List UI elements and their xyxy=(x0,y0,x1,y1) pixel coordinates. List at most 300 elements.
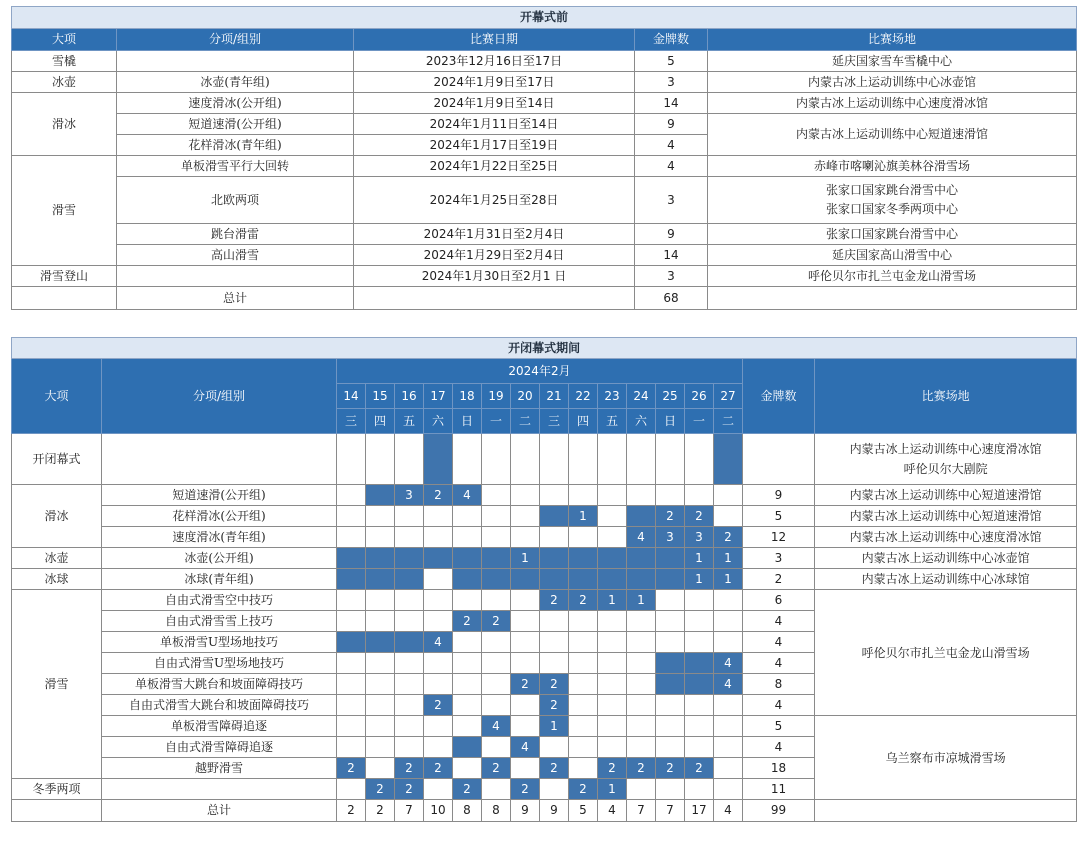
weekday-header: 一 xyxy=(482,409,511,434)
table-row xyxy=(12,548,1077,569)
schedule-cell xyxy=(569,758,598,779)
table-row xyxy=(12,177,1077,224)
total-cell: 8 xyxy=(453,800,482,822)
schedule-cell xyxy=(511,653,540,674)
venue-cell: 内蒙古冰上运动训练中心冰球馆 xyxy=(815,569,1077,590)
total-cell: 2 xyxy=(366,800,395,822)
schedule-cell xyxy=(482,674,511,695)
schedule-cell xyxy=(540,506,569,527)
weekday-header: 三 xyxy=(337,409,366,434)
schedule-cell xyxy=(366,716,395,737)
venue-cell: 延庆国家雪车雪橇中心 xyxy=(708,51,1077,72)
gold-cell: 5 xyxy=(743,716,815,737)
schedule-cell: 1 xyxy=(714,548,743,569)
schedule-cell: 2 xyxy=(656,506,685,527)
weekday-header: 二 xyxy=(714,409,743,434)
schedule-cell xyxy=(598,611,627,632)
venue-cell xyxy=(708,287,1077,310)
schedule-cell xyxy=(395,434,424,485)
schedule-cell: 2 xyxy=(511,674,540,695)
schedule-cell: 2 xyxy=(424,758,453,779)
schedule-cell xyxy=(424,716,453,737)
total-cell: 7 xyxy=(627,800,656,822)
schedule-cell: 2 xyxy=(598,758,627,779)
schedule-cell xyxy=(685,434,714,485)
schedule-cell xyxy=(453,434,482,485)
schedule-cell xyxy=(366,527,395,548)
schedule-cell xyxy=(656,434,685,485)
total-cell: 8 xyxy=(482,800,511,822)
schedule-cell xyxy=(366,632,395,653)
day-header: 17 xyxy=(424,384,453,409)
schedule-cell xyxy=(511,434,540,485)
schedule-cell: 2 xyxy=(424,695,453,716)
schedule-cell xyxy=(627,548,656,569)
schedule-cell: 4 xyxy=(714,674,743,695)
schedule-cell xyxy=(656,569,685,590)
schedule-cell xyxy=(540,737,569,758)
column-header: 金牌数 xyxy=(743,359,815,434)
schedule-cell xyxy=(482,632,511,653)
schedule-cell: 2 xyxy=(511,779,540,800)
schedule-cell xyxy=(627,485,656,506)
schedule-cell xyxy=(337,695,366,716)
schedule-cell xyxy=(337,716,366,737)
schedule-cell xyxy=(453,653,482,674)
schedule-cell xyxy=(395,548,424,569)
schedule-cell xyxy=(482,548,511,569)
schedule-cell xyxy=(656,716,685,737)
schedule-cell xyxy=(627,611,656,632)
schedule-cell: 1 xyxy=(511,548,540,569)
schedule-cell xyxy=(482,434,511,485)
schedule-cell xyxy=(482,779,511,800)
weekday-header: 二 xyxy=(511,409,540,434)
schedule-cell: 2 xyxy=(685,758,714,779)
total-gold: 99 xyxy=(743,800,815,822)
schedule-cell xyxy=(395,506,424,527)
schedule-cell xyxy=(569,527,598,548)
schedule-cell: 4 xyxy=(453,485,482,506)
weekday-header: 五 xyxy=(395,409,424,434)
schedule-cell xyxy=(482,527,511,548)
schedule-cell xyxy=(511,758,540,779)
gold-cell: 11 xyxy=(743,779,815,800)
sport-cell: 滑冰 xyxy=(12,93,117,156)
schedule-cell xyxy=(627,779,656,800)
schedule-cell xyxy=(453,569,482,590)
table-row xyxy=(12,287,1077,310)
schedule-cell xyxy=(540,611,569,632)
schedule-cell xyxy=(453,632,482,653)
schedule-cell xyxy=(337,779,366,800)
schedule-cell xyxy=(366,695,395,716)
schedule-cell: 4 xyxy=(627,527,656,548)
day-header: 24 xyxy=(627,384,656,409)
date-cell: 2024年1月22日至25日 xyxy=(354,156,635,177)
gold-cell: 68 xyxy=(635,287,708,310)
table-title-row xyxy=(12,338,1077,359)
day-header: 26 xyxy=(685,384,714,409)
gold-cell: 9 xyxy=(743,485,815,506)
schedule-cell xyxy=(511,695,540,716)
schedule-cell xyxy=(511,632,540,653)
schedule-cell xyxy=(569,632,598,653)
schedule-cell xyxy=(424,548,453,569)
table-row xyxy=(12,224,1077,245)
schedule-cell xyxy=(656,779,685,800)
column-header: 比赛场地 xyxy=(708,29,1077,51)
schedule-cell xyxy=(685,632,714,653)
gold-cell: 6 xyxy=(743,590,815,611)
venue-cell: 内蒙古冰上运动训练中心短道速滑馆 xyxy=(708,114,1077,156)
column-header: 金牌数 xyxy=(635,29,708,51)
schedule-cell xyxy=(453,737,482,758)
event-cell: 单板滑雪平行大回转 xyxy=(117,156,354,177)
schedule-cell xyxy=(598,527,627,548)
table-row xyxy=(12,51,1077,72)
day-header: 27 xyxy=(714,384,743,409)
column-header: 比赛场地 xyxy=(815,359,1077,434)
venue-cell: 内蒙古冰上运动训练中心速度滑冰馆 xyxy=(708,93,1077,114)
date-cell: 2024年1月9日至17日 xyxy=(354,72,635,93)
schedule-cell: 2 xyxy=(482,611,511,632)
schedule-cell xyxy=(627,506,656,527)
schedule-cell xyxy=(685,779,714,800)
schedule-cell xyxy=(424,434,453,485)
schedule-cell xyxy=(366,548,395,569)
schedule-cell xyxy=(424,779,453,800)
schedule-cell xyxy=(482,695,511,716)
games-period-table xyxy=(11,337,1077,822)
schedule-cell: 1 xyxy=(714,569,743,590)
date-cell: 2023年12月16日至17日 xyxy=(354,51,635,72)
gold-cell: 2 xyxy=(743,569,815,590)
gold-cell: 4 xyxy=(635,156,708,177)
date-cell xyxy=(354,287,635,310)
schedule-cell xyxy=(366,590,395,611)
venue-cell: 张家口国家跳台滑雪中心 张家口国家冬季两项中心 xyxy=(708,177,1077,224)
schedule-cell xyxy=(569,695,598,716)
date-cell: 2024年1月29日至2月4日 xyxy=(354,245,635,266)
date-cell: 2024年1月30日至2月1 日 xyxy=(354,266,635,287)
schedule-cell xyxy=(569,653,598,674)
schedule-cell xyxy=(656,674,685,695)
schedule-cell xyxy=(540,527,569,548)
schedule-cell xyxy=(337,506,366,527)
weekday-header: 五 xyxy=(598,409,627,434)
schedule-cell xyxy=(511,716,540,737)
schedule-cell xyxy=(540,632,569,653)
table-row xyxy=(12,506,1077,527)
header-row xyxy=(12,29,1077,51)
schedule-cell: 2 xyxy=(627,758,656,779)
venue-cell: 呼伦贝尔市扎兰屯金龙山滑雪场 xyxy=(708,266,1077,287)
schedule-cell xyxy=(453,548,482,569)
schedule-cell xyxy=(656,632,685,653)
schedule-cell xyxy=(569,611,598,632)
gold-cell: 4 xyxy=(743,632,815,653)
schedule-cell xyxy=(627,695,656,716)
schedule-cell xyxy=(424,527,453,548)
month-header: 2024年2月 xyxy=(337,359,743,384)
total-cell: 17 xyxy=(685,800,714,822)
venue-cell: 呼伦贝尔市扎兰屯金龙山滑雪场 xyxy=(815,590,1077,716)
schedule-cell xyxy=(569,434,598,485)
schedule-cell xyxy=(656,653,685,674)
event-cell xyxy=(102,434,337,485)
schedule-cell xyxy=(598,653,627,674)
schedule-cell xyxy=(395,611,424,632)
day-header: 15 xyxy=(366,384,395,409)
schedule-cell xyxy=(656,737,685,758)
event-cell: 自由式滑雪U型场地技巧 xyxy=(102,653,337,674)
schedule-cell xyxy=(453,674,482,695)
event-cell: 越野滑雪 xyxy=(102,758,337,779)
sport-cell: 冰壶 xyxy=(12,548,102,569)
schedule-cell xyxy=(656,695,685,716)
event-cell: 自由式滑雪障碍追逐 xyxy=(102,737,337,758)
schedule-cell xyxy=(482,653,511,674)
day-header: 21 xyxy=(540,384,569,409)
event-cell: 花样滑冰(公开组) xyxy=(102,506,337,527)
gold-cell: 4 xyxy=(635,135,708,156)
schedule-cell xyxy=(540,779,569,800)
schedule-cell: 1 xyxy=(685,548,714,569)
gold-cell: 3 xyxy=(635,266,708,287)
weekday-header: 四 xyxy=(366,409,395,434)
schedule-cell xyxy=(482,590,511,611)
schedule-cell xyxy=(337,434,366,485)
schedule-cell xyxy=(395,695,424,716)
schedule-cell xyxy=(540,569,569,590)
schedule-cell xyxy=(337,527,366,548)
schedule-cell xyxy=(656,548,685,569)
schedule-cell xyxy=(598,434,627,485)
schedule-cell xyxy=(656,611,685,632)
event-cell xyxy=(117,51,354,72)
weekday-header: 六 xyxy=(424,409,453,434)
schedule-cell: 4 xyxy=(714,653,743,674)
schedule-cell xyxy=(511,506,540,527)
schedule-cell xyxy=(540,485,569,506)
sport-cell: 开闭幕式 xyxy=(12,434,102,485)
schedule-cell: 2 xyxy=(540,695,569,716)
event-cell: 冰壶(公开组) xyxy=(102,548,337,569)
table-row xyxy=(12,569,1077,590)
date-cell: 2024年1月9日至14日 xyxy=(354,93,635,114)
schedule-cell: 1 xyxy=(540,716,569,737)
schedule-cell xyxy=(337,569,366,590)
schedule-cell xyxy=(656,485,685,506)
schedule-cell: 3 xyxy=(395,485,424,506)
schedule-cell xyxy=(714,737,743,758)
day-header: 25 xyxy=(656,384,685,409)
schedule-cell: 2 xyxy=(482,758,511,779)
gold-cell: 14 xyxy=(635,93,708,114)
schedule-cell xyxy=(598,716,627,737)
schedule-cell xyxy=(395,737,424,758)
schedule-cell xyxy=(453,716,482,737)
table-row xyxy=(12,93,1077,114)
schedule-cell xyxy=(366,569,395,590)
schedule-cell xyxy=(627,674,656,695)
gold-cell: 8 xyxy=(743,674,815,695)
schedule-cell xyxy=(685,695,714,716)
event-cell: 单板滑雪大跳台和坡面障碍技巧 xyxy=(102,674,337,695)
schedule-cell xyxy=(366,434,395,485)
sport-cell: 冰球 xyxy=(12,569,102,590)
total-row xyxy=(12,800,1077,822)
sport-cell: 滑雪 xyxy=(12,156,117,266)
schedule-cell xyxy=(569,548,598,569)
schedule-cell xyxy=(395,653,424,674)
schedule-cell xyxy=(540,653,569,674)
day-header: 14 xyxy=(337,384,366,409)
event-cell xyxy=(117,266,354,287)
venue-cell: 内蒙古冰上运动训练中心短道速滑馆 xyxy=(815,485,1077,506)
schedule-cell xyxy=(395,632,424,653)
schedule-cell xyxy=(424,653,453,674)
schedule-cell xyxy=(598,695,627,716)
schedule-cell: 2 xyxy=(569,779,598,800)
gold-cell: 4 xyxy=(743,611,815,632)
schedule-cell xyxy=(511,569,540,590)
event-cell xyxy=(102,779,337,800)
schedule-cell: 2 xyxy=(540,674,569,695)
event-cell: 高山滑雪 xyxy=(117,245,354,266)
schedule-cell xyxy=(337,590,366,611)
table-row xyxy=(12,590,1077,611)
table-title: 开幕式前 xyxy=(12,7,1077,29)
schedule-cell xyxy=(337,548,366,569)
event-cell: 自由式滑雪大跳台和坡面障碍技巧 xyxy=(102,695,337,716)
schedule-cell xyxy=(424,737,453,758)
schedule-cell: 2 xyxy=(540,758,569,779)
total-cell: 10 xyxy=(424,800,453,822)
gold-cell: 5 xyxy=(635,51,708,72)
schedule-cell xyxy=(366,485,395,506)
schedule-cell xyxy=(424,506,453,527)
weekday-header: 日 xyxy=(453,409,482,434)
schedule-cell xyxy=(395,674,424,695)
schedule-cell xyxy=(714,695,743,716)
day-header: 22 xyxy=(569,384,598,409)
gold-cell xyxy=(743,434,815,485)
day-header: 23 xyxy=(598,384,627,409)
schedule-cell xyxy=(511,527,540,548)
schedule-cell xyxy=(337,674,366,695)
event-cell: 跳台滑雷 xyxy=(117,224,354,245)
schedule-cell xyxy=(453,506,482,527)
schedule-cell xyxy=(685,485,714,506)
schedule-cell xyxy=(627,737,656,758)
schedule-cell xyxy=(424,611,453,632)
schedule-cell xyxy=(569,569,598,590)
column-header: 大项 xyxy=(12,359,102,434)
schedule-cell xyxy=(627,632,656,653)
schedule-cell xyxy=(569,485,598,506)
schedule-cell xyxy=(453,590,482,611)
schedule-cell xyxy=(598,674,627,695)
total-cell: 4 xyxy=(714,800,743,822)
schedule-cell: 1 xyxy=(598,779,627,800)
event-cell: 冰壶(青年组) xyxy=(117,72,354,93)
sport-cell: 冬季两项 xyxy=(12,779,102,800)
schedule-cell: 4 xyxy=(482,716,511,737)
column-header: 分项/组别 xyxy=(102,359,337,434)
day-header: 19 xyxy=(482,384,511,409)
total-label: 总计 xyxy=(102,800,337,822)
schedule-cell xyxy=(540,548,569,569)
schedule-cell xyxy=(424,569,453,590)
venue-cell: 乌兰察布市凉城滑雪场 xyxy=(815,716,1077,800)
total-cell: 9 xyxy=(540,800,569,822)
schedule-cell: 4 xyxy=(424,632,453,653)
venue-cell: 内蒙古冰上运动训练中心速度滑冰馆 xyxy=(815,527,1077,548)
schedule-cell: 2 xyxy=(656,758,685,779)
schedule-cell xyxy=(337,611,366,632)
total-cell: 7 xyxy=(395,800,424,822)
date-cell: 2024年1月17日至19日 xyxy=(354,135,635,156)
event-cell: 速度滑冰(公开组) xyxy=(117,93,354,114)
event-cell: 短道速滑(公开组) xyxy=(117,114,354,135)
event-cell: 短道速滑(公开组) xyxy=(102,485,337,506)
gold-cell: 18 xyxy=(743,758,815,779)
schedule-cell: 2 xyxy=(337,758,366,779)
gold-cell: 12 xyxy=(743,527,815,548)
total-cell: 7 xyxy=(656,800,685,822)
column-header: 比赛日期 xyxy=(354,29,635,51)
schedule-cell xyxy=(395,590,424,611)
table-row xyxy=(12,527,1077,548)
schedule-cell xyxy=(627,653,656,674)
schedule-cell xyxy=(714,716,743,737)
total-cell: 2 xyxy=(337,800,366,822)
schedule-cell xyxy=(337,737,366,758)
schedule-cell xyxy=(453,527,482,548)
schedule-cell xyxy=(685,611,714,632)
table-row xyxy=(12,245,1077,266)
schedule-cell xyxy=(627,434,656,485)
column-header: 分项/组别 xyxy=(117,29,354,51)
column-header: 大项 xyxy=(12,29,117,51)
table-row xyxy=(12,114,1077,135)
gold-cell: 3 xyxy=(743,548,815,569)
weekday-header: 六 xyxy=(627,409,656,434)
total-cell: 5 xyxy=(569,800,598,822)
schedule-cell xyxy=(482,506,511,527)
venue-cell: 赤峰市喀喇沁旗美林谷滑雪场 xyxy=(708,156,1077,177)
schedule-cell xyxy=(482,485,511,506)
sport-cell: 滑雪登山 xyxy=(12,266,117,287)
weekday-header: 一 xyxy=(685,409,714,434)
event-cell: 单板滑雪U型场地技巧 xyxy=(102,632,337,653)
date-cell: 2024年1月11日至14日 xyxy=(354,114,635,135)
schedule-cell xyxy=(453,695,482,716)
schedule-cell: 1 xyxy=(598,590,627,611)
venue-cell: 张家口国家跳台滑雪中心 xyxy=(708,224,1077,245)
schedule-cell xyxy=(685,737,714,758)
event-cell: 单板滑雪障碍追逐 xyxy=(102,716,337,737)
gold-cell: 5 xyxy=(743,506,815,527)
schedule-cell xyxy=(714,485,743,506)
header-row xyxy=(12,359,1077,384)
table-title: 开闭幕式期间 xyxy=(12,338,1077,359)
gold-cell: 9 xyxy=(635,224,708,245)
schedule-cell xyxy=(685,674,714,695)
schedule-cell: 2 xyxy=(714,527,743,548)
